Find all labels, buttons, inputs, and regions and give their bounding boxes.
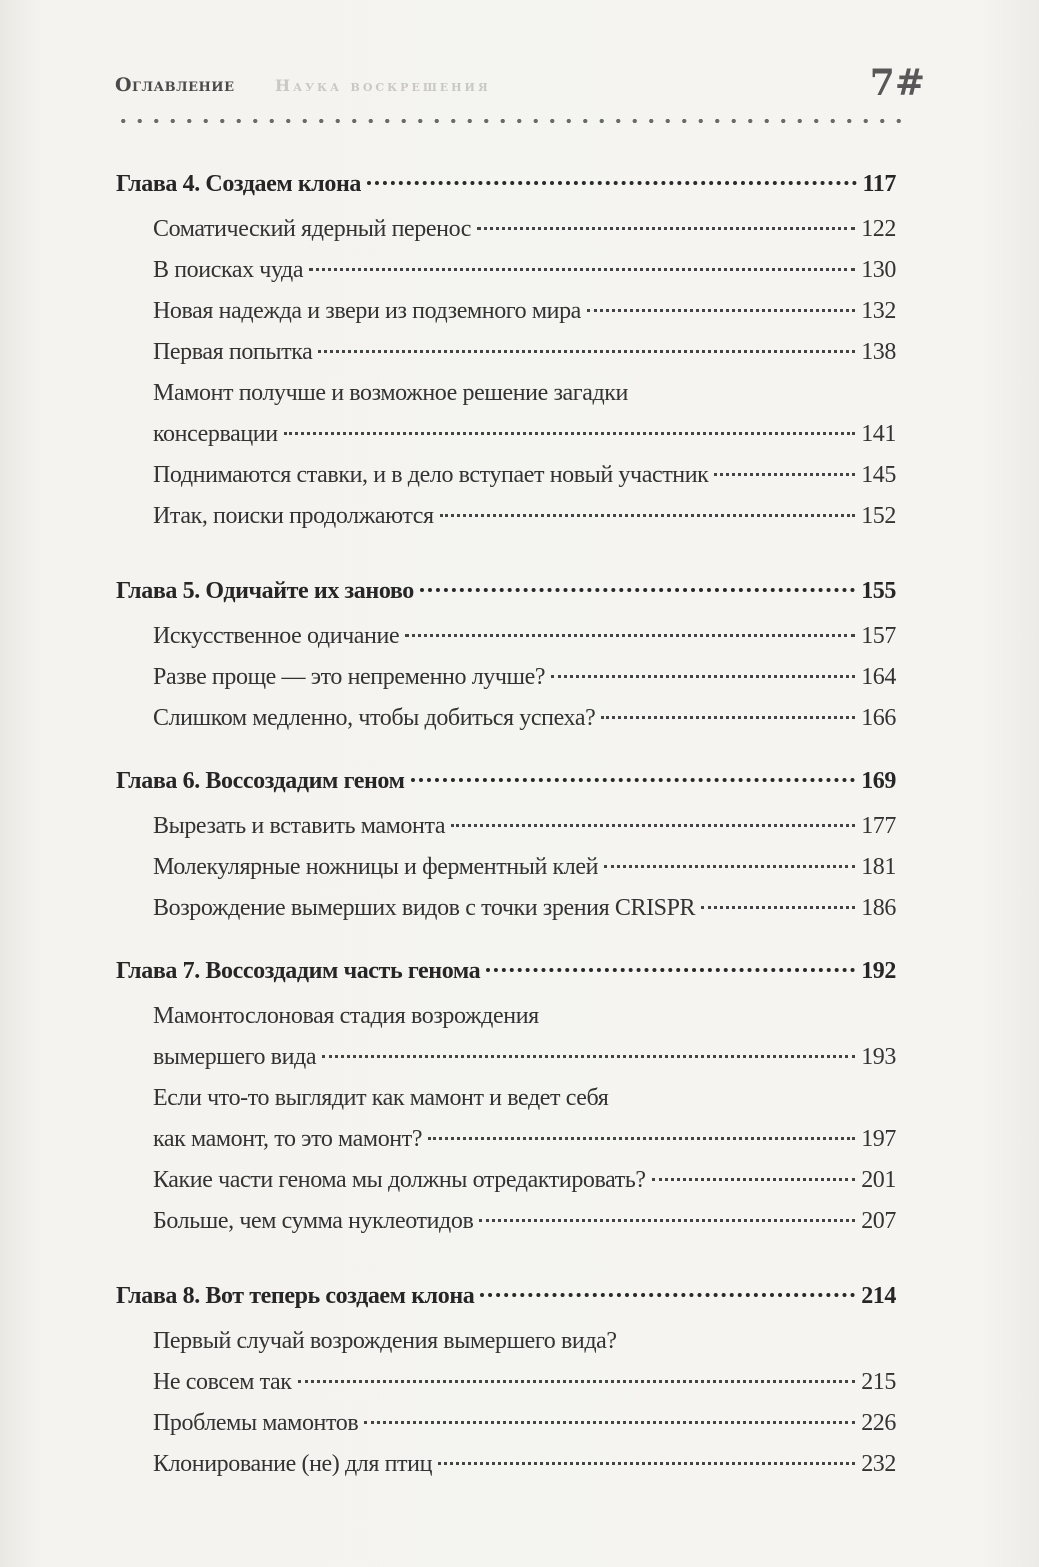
section-title-line: Мамонтослоновая стадия возрождения [153, 1003, 539, 1029]
toc-section-entry[interactable] [116, 657, 896, 698]
section-title: Больше, чем сумма нуклеотидов [153, 1208, 474, 1234]
toc-section-entry[interactable] [116, 1160, 896, 1201]
toc-section-entry[interactable] [116, 616, 896, 657]
section-page-number: 226 [861, 1410, 896, 1436]
section-page-number: 181 [861, 854, 896, 880]
toc-section-entry[interactable] [116, 414, 896, 455]
chapter-page-number: 192 [861, 958, 896, 984]
chapter-title: Глава 5. Одичайте их заново [116, 578, 414, 604]
section-title: Итак, поиски продолжаются [153, 503, 434, 529]
section-page-number: 166 [861, 705, 896, 731]
section-title: Разве проще — это непременно лучше? [153, 664, 546, 690]
chapter-title: Глава 4. Создаем клона [116, 171, 361, 197]
section-title: Молекулярные ножницы и ферментный клей [153, 854, 599, 880]
section-page-number: 207 [861, 1208, 896, 1234]
section-page-number: 138 [861, 339, 896, 365]
dot-leader [318, 350, 855, 353]
running-head [115, 62, 925, 122]
chapter-title: Глава 6. Воссоздадим геном [116, 768, 405, 794]
section-page-number: 141 [861, 421, 896, 447]
section-page-number: 186 [861, 895, 896, 921]
table-of-contents [116, 164, 896, 1507]
page-marker: 7# [869, 62, 925, 104]
toc-section-entry[interactable] [116, 1201, 896, 1242]
toc-section-entry[interactable] [116, 806, 896, 847]
section-page-number: 157 [861, 623, 896, 649]
dot-leader [551, 675, 855, 678]
section-title-line: Если что-то выглядит как мамонт и ведет себя [153, 1085, 609, 1111]
section-title: Первая попытка [153, 339, 313, 365]
section-page-number: 130 [861, 257, 896, 283]
dot-leader [298, 1380, 856, 1383]
section-title-line: Мамонт получше и возможное решение загадки [153, 380, 629, 406]
toc-section-entry[interactable] [116, 1037, 896, 1078]
section-title-line: Первый случай возрождения вымершего вида? [153, 1328, 617, 1354]
dot-leader [486, 968, 855, 972]
section-title: Поднимаются ставки, и в дело вступает новый участник [153, 462, 709, 488]
chapter-page-number: 214 [861, 1283, 896, 1309]
section-page-number: 122 [861, 216, 896, 242]
toc-chapter [116, 761, 896, 929]
section-title: как мамонт, то это мамонт? [153, 1126, 423, 1152]
dot-leader [438, 1462, 855, 1465]
toc-section-entry[interactable] [116, 847, 896, 888]
section-title: Не совсем так [153, 1369, 292, 1395]
section-title: Вырезать и вставить мамонта [153, 813, 446, 839]
dot-leader [587, 309, 855, 312]
chapter-page-number: 169 [861, 768, 896, 794]
dot-leader [411, 778, 856, 782]
section-title: Искусственное одичание [153, 623, 400, 649]
toc-chapter-entry[interactable] [116, 164, 896, 205]
chapter-page-number: 155 [861, 578, 896, 604]
dot-leader [652, 1178, 856, 1181]
section-page-number: 232 [861, 1451, 896, 1477]
toc-section-entry[interactable] [116, 1403, 896, 1444]
dotted-rule [115, 118, 905, 124]
section-page-number: 201 [861, 1167, 896, 1193]
chapter-page-number: 117 [862, 171, 896, 197]
dot-leader [420, 588, 855, 592]
chapter-title: Глава 7. Воссоздадим часть генома [116, 958, 481, 984]
toc-section-entry[interactable] [116, 291, 896, 332]
dot-leader [322, 1055, 855, 1058]
dot-leader [479, 1219, 855, 1222]
dot-leader [309, 268, 855, 271]
section-title: вымершего вида [153, 1044, 317, 1070]
running-head-title: Оглавление [115, 74, 235, 96]
section-title: Клонирование (не) для птиц [153, 1451, 433, 1477]
toc-section-entry[interactable] [116, 250, 896, 291]
dot-leader [440, 514, 856, 517]
dot-leader [284, 432, 856, 435]
dot-leader [714, 473, 855, 476]
section-title: Какие части генома мы должны отредактировать? [153, 1167, 646, 1193]
toc-chapter-entry[interactable] [116, 571, 896, 612]
toc-section-entry[interactable] [116, 209, 896, 250]
section-page-number: 145 [861, 462, 896, 488]
dot-leader [604, 865, 855, 868]
dot-leader [367, 181, 857, 185]
section-page-number: 215 [861, 1369, 896, 1395]
section-page-number: 164 [861, 664, 896, 690]
section-page-number: 152 [861, 503, 896, 529]
section-page-number: 177 [861, 813, 896, 839]
section-title: Новая надежда и звери из подземного мира [153, 298, 581, 324]
toc-chapter [116, 571, 896, 739]
section-title: консервации [153, 421, 278, 447]
toc-chapter [116, 164, 896, 537]
toc-section-entry[interactable] [116, 332, 896, 373]
toc-chapter [116, 1276, 896, 1485]
section-title: Возрождение вымерших видов с точки зрения CRISPR [153, 895, 696, 921]
dot-leader [364, 1421, 855, 1424]
chapter-title: Глава 8. Вот теперь создаем клона [116, 1283, 475, 1309]
toc-chapter [116, 951, 896, 1242]
toc-section-entry[interactable] [116, 1362, 896, 1403]
section-title: Слишком медленно, чтобы добиться успеха? [153, 705, 596, 731]
dot-leader [405, 634, 855, 637]
section-page-number: 132 [861, 298, 896, 324]
toc-section-entry[interactable] [116, 888, 896, 929]
toc-section-entry[interactable] [116, 1444, 896, 1485]
dot-leader [477, 227, 855, 230]
dot-leader [701, 906, 855, 909]
dot-leader [428, 1137, 855, 1140]
bleed-through-text: Наука воскрешения [275, 76, 491, 95]
toc-section-entry[interactable] [116, 455, 896, 496]
dot-leader [451, 824, 855, 827]
toc-section-entry[interactable] [116, 1119, 896, 1160]
section-page-number: 197 [861, 1126, 896, 1152]
section-title: В поисках чуда [153, 257, 304, 283]
toc-section-entry[interactable] [116, 496, 896, 537]
dot-leader [601, 716, 855, 719]
section-title: Проблемы мамонтов [153, 1410, 359, 1436]
toc-chapter-entry[interactable] [116, 1276, 896, 1317]
toc-chapter-entry[interactable] [116, 761, 896, 802]
toc-section-entry[interactable] [116, 698, 896, 739]
section-title: Соматический ядерный перенос [153, 216, 472, 242]
toc-chapter-entry[interactable] [116, 951, 896, 992]
dot-leader [480, 1293, 855, 1297]
section-page-number: 193 [861, 1044, 896, 1070]
